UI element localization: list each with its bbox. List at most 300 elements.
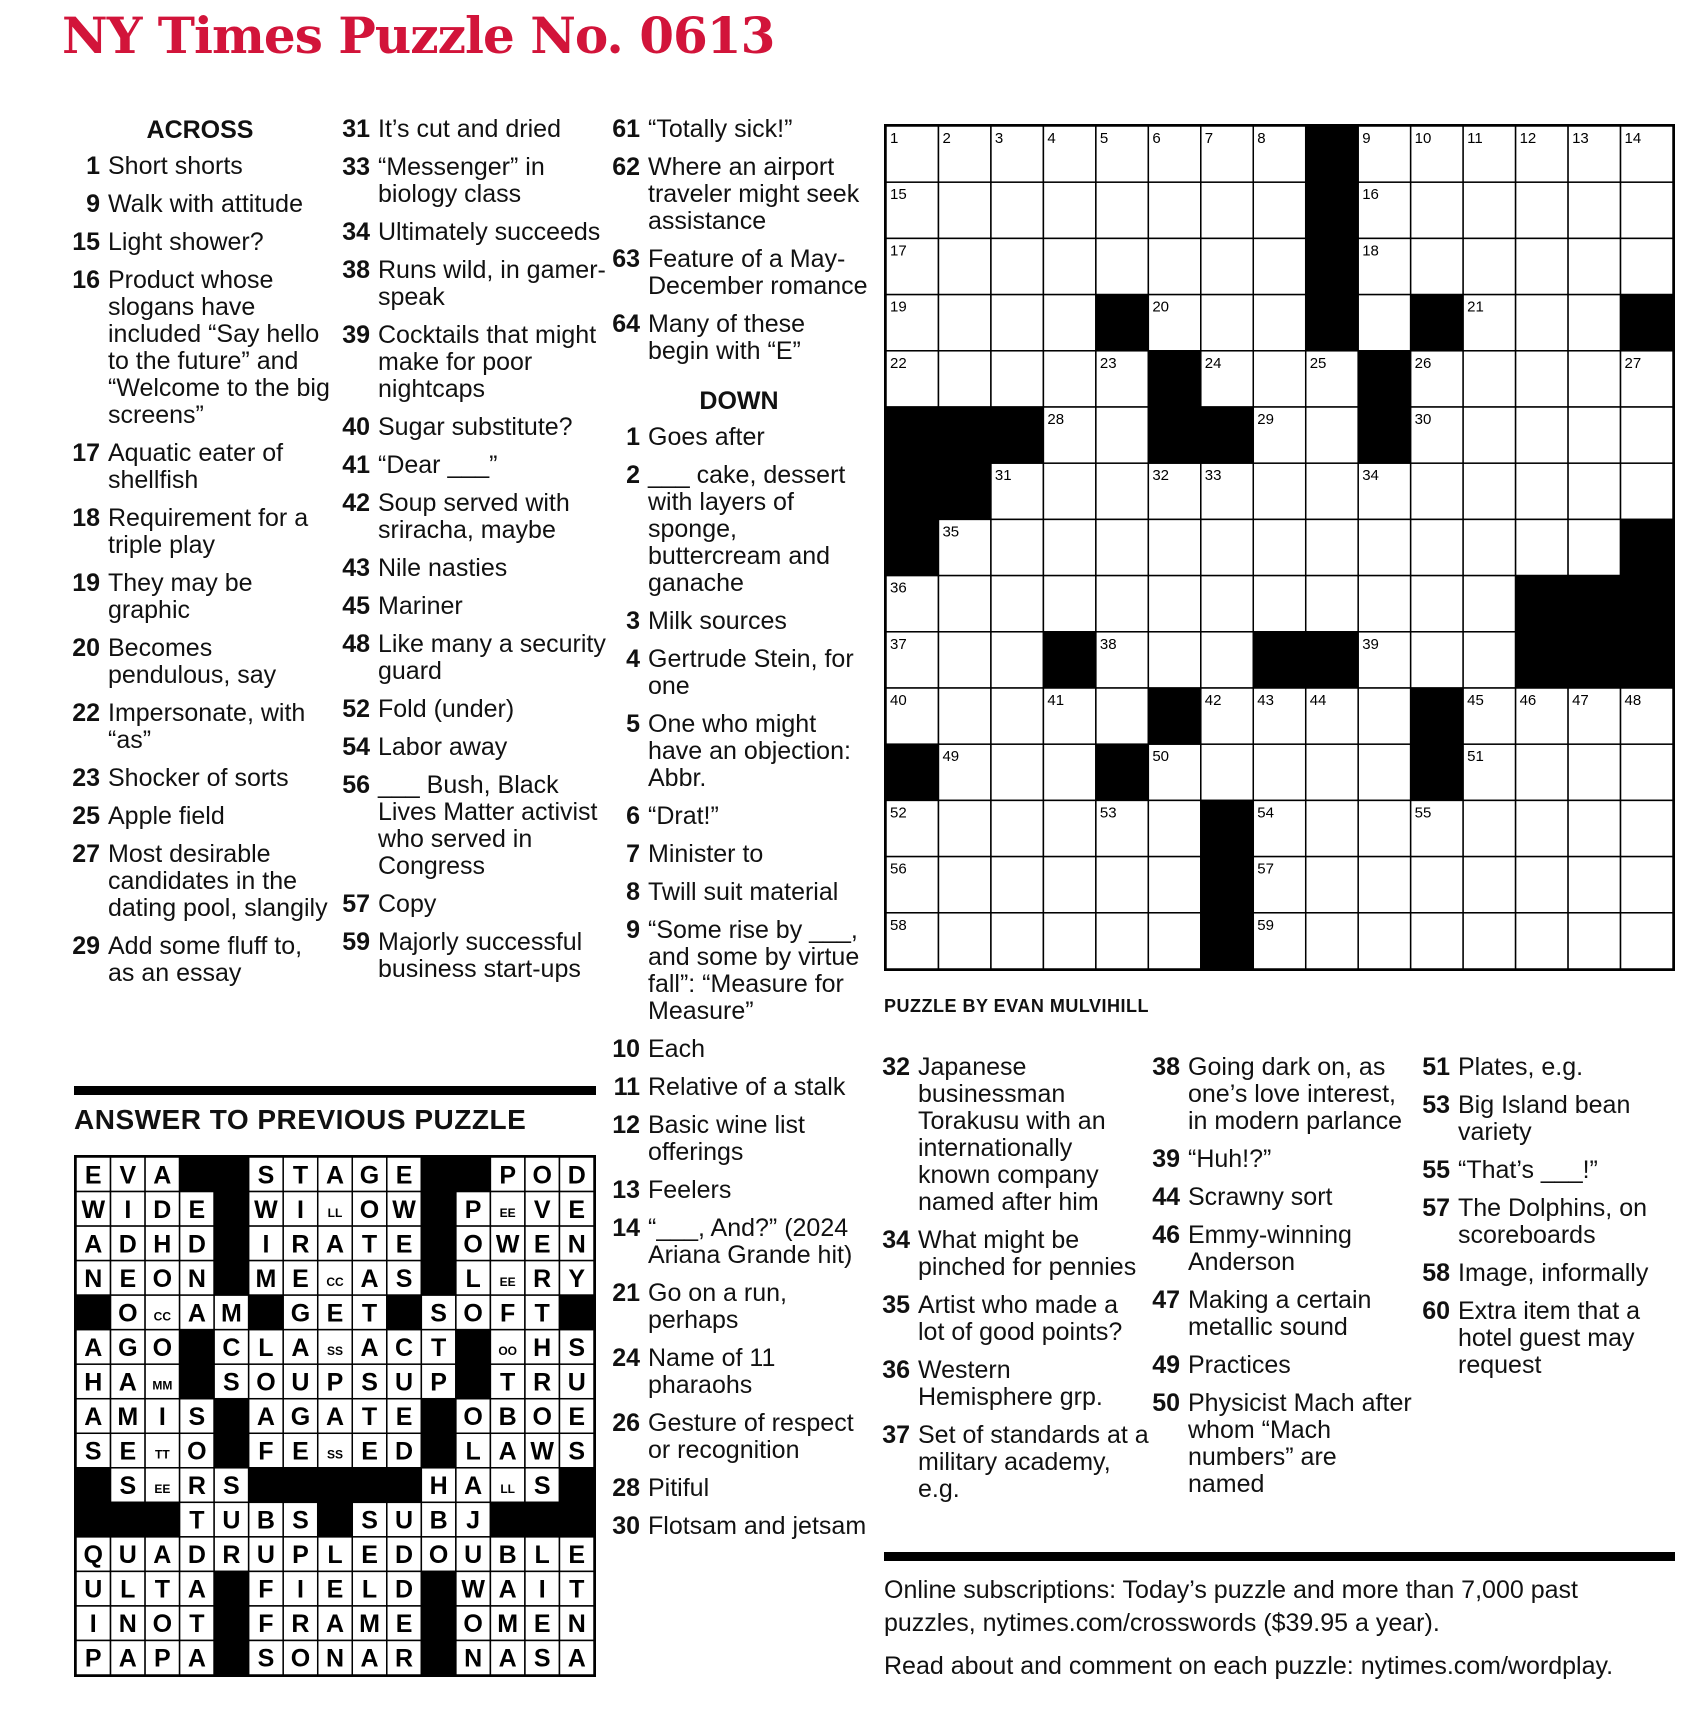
clue-item xyxy=(1150,1390,1420,1498)
grid-cell[interactable] xyxy=(1358,857,1410,913)
grid-cell[interactable] xyxy=(1516,800,1568,856)
grid-cell[interactable] xyxy=(1568,857,1620,913)
grid-cell[interactable] xyxy=(1411,857,1463,913)
cell-number: 58 xyxy=(890,916,907,934)
answer-letter: P xyxy=(153,1644,171,1673)
grid-cell[interactable] xyxy=(1621,744,1673,800)
cell-number: 48 xyxy=(1624,692,1642,709)
cell-number: 23 xyxy=(1099,354,1117,372)
clue-item xyxy=(70,505,330,559)
grid-cell[interactable] xyxy=(1568,800,1620,856)
answer-letter: A xyxy=(325,1403,345,1431)
clue-text: Becomes pendulous, say xyxy=(108,634,277,689)
answer-letter: O xyxy=(256,1368,276,1397)
answer-letter: CC xyxy=(326,1274,344,1289)
grid-cell[interactable] xyxy=(1516,238,1568,294)
across-column-2 xyxy=(340,116,608,994)
answer-letter: P xyxy=(430,1368,447,1397)
clue-text: Basic wine list offerings xyxy=(648,1111,805,1166)
clue-number: 19 xyxy=(72,569,100,597)
grid-cell[interactable] xyxy=(1568,351,1620,407)
clue-item xyxy=(1150,1184,1420,1211)
clue-number: 51 xyxy=(1422,1053,1450,1081)
grid-cell[interactable] xyxy=(991,576,1043,632)
grid-cell[interactable] xyxy=(1568,182,1620,238)
grid-cell[interactable] xyxy=(1621,407,1673,463)
answer-letter: S xyxy=(292,1506,309,1535)
answer-black-square xyxy=(456,1330,491,1365)
clue-text: One who might have an objection: Abbr. xyxy=(648,710,851,792)
answer-letter: T xyxy=(534,1299,550,1328)
answer-letter: O xyxy=(290,1644,311,1673)
grid-cell[interactable] xyxy=(1096,857,1148,913)
grid-cell[interactable] xyxy=(1411,576,1463,632)
clue-text: Name of 11 pharaohs xyxy=(648,1344,776,1399)
answer-black-square xyxy=(76,1468,111,1503)
grid-cell[interactable] xyxy=(1253,744,1305,800)
grid-cell[interactable] xyxy=(938,857,990,913)
answer-black-square xyxy=(559,1295,594,1330)
answer-letter: O xyxy=(118,1299,138,1328)
clue-number: 36 xyxy=(882,1356,910,1384)
clue-item xyxy=(880,1227,1150,1281)
grid-cell[interactable] xyxy=(1516,519,1568,575)
answer-letter: L xyxy=(465,1264,481,1293)
answer-black-square xyxy=(525,1502,560,1537)
grid-cell[interactable] xyxy=(1358,688,1410,744)
answer-letter: S xyxy=(533,1472,551,1501)
answer-letter: N xyxy=(84,1264,103,1293)
grid-cell[interactable] xyxy=(938,238,990,294)
grid-cell[interactable] xyxy=(1306,913,1358,969)
grid-cell[interactable] xyxy=(1148,913,1200,969)
answer-letter: C xyxy=(222,1333,241,1362)
grid-cell[interactable] xyxy=(1201,238,1253,294)
grid-cell[interactable] xyxy=(1096,576,1148,632)
clue-text: Light shower? xyxy=(108,228,264,256)
grid-cell[interactable] xyxy=(1148,238,1200,294)
answer-black-square xyxy=(559,1468,594,1503)
clue-number: 44 xyxy=(1152,1183,1180,1211)
grid-cell[interactable] xyxy=(1621,238,1673,294)
answer-letter: E xyxy=(395,1230,413,1259)
grid-cell[interactable] xyxy=(1358,744,1410,800)
answer-letter: E xyxy=(395,1161,413,1190)
cell-number: 12 xyxy=(1519,130,1537,147)
answer-letter: O xyxy=(152,1264,173,1293)
answer-letter: R xyxy=(187,1472,206,1501)
clue-text: Gesture of respect or recognition xyxy=(648,1409,854,1464)
answer-black-square xyxy=(490,1502,525,1537)
grid-cell[interactable] xyxy=(1043,576,1095,632)
answer-letter: E xyxy=(326,1575,344,1604)
answer-black-square xyxy=(180,1364,215,1399)
grid-cell[interactable] xyxy=(1463,800,1515,856)
cell-number: 15 xyxy=(890,186,907,204)
clue-number: 1 xyxy=(626,423,640,451)
clue-item xyxy=(70,933,330,987)
grid-cell[interactable] xyxy=(1306,744,1358,800)
grid-cell[interactable] xyxy=(1621,463,1673,519)
grid-cell[interactable] xyxy=(991,857,1043,913)
clue-number: 45 xyxy=(342,592,370,620)
clue-item xyxy=(610,1475,868,1502)
cell-number: 34 xyxy=(1362,467,1379,485)
grid-cell[interactable] xyxy=(938,913,990,969)
clue-number: 7 xyxy=(626,840,640,868)
grid-cell[interactable] xyxy=(1253,182,1305,238)
grid-cell[interactable] xyxy=(1201,295,1253,351)
clue-text: Going dark on, as one’s love interest, in modern parlance xyxy=(1188,1053,1403,1135)
grid-cell[interactable] xyxy=(1201,519,1253,575)
clue-text: Add some fluff to, as an essay xyxy=(108,932,303,987)
answer-black-square xyxy=(249,1295,284,1330)
answer-black-square xyxy=(283,1468,318,1503)
answer-letter: L xyxy=(361,1575,378,1604)
clue-text: Gertrude Stein, for one xyxy=(648,645,854,700)
across-down-column-3 xyxy=(610,116,868,1551)
clue-text: Where an airport traveler might seek assistance xyxy=(648,153,860,235)
answer-letter: F xyxy=(258,1575,274,1604)
grid-cell[interactable] xyxy=(1043,463,1095,519)
cell-number: 43 xyxy=(1257,692,1274,709)
clue-item xyxy=(610,1215,868,1269)
grid-cell[interactable] xyxy=(1463,632,1515,688)
grid-cell[interactable] xyxy=(1358,800,1410,856)
answer-black-square xyxy=(214,1606,249,1641)
grid-cell[interactable] xyxy=(938,800,990,856)
answer-letter: B xyxy=(498,1403,517,1431)
grid-cell[interactable] xyxy=(1148,519,1200,575)
clue-item xyxy=(610,1513,868,1540)
answer-black-square xyxy=(421,1261,456,1296)
answer-letter: LL xyxy=(327,1205,343,1220)
grid-cell[interactable] xyxy=(1306,800,1358,856)
grid-cell[interactable] xyxy=(1516,857,1568,913)
clue-text: Western Hemisphere grp. xyxy=(918,1356,1103,1411)
answer-letter: T xyxy=(500,1368,516,1397)
answer-letter: Q xyxy=(83,1541,103,1570)
answer-black-square xyxy=(180,1330,215,1365)
grid-cell[interactable] xyxy=(1043,182,1095,238)
clue-text: Go on a run, perhaps xyxy=(648,1279,787,1334)
clue-number: 13 xyxy=(612,1176,640,1204)
clue-item xyxy=(1150,1222,1420,1276)
grid-cell[interactable] xyxy=(991,632,1043,688)
answer-black-square xyxy=(318,1502,353,1537)
grid-cell[interactable] xyxy=(1096,463,1148,519)
answer-letter: E xyxy=(361,1541,378,1570)
answer-letter: P xyxy=(499,1161,517,1190)
answer-letter: U xyxy=(395,1368,414,1397)
clue-text: “Messenger” in biology class xyxy=(378,153,545,208)
answer-letter: I xyxy=(262,1230,270,1259)
answer-letter: S xyxy=(533,1644,551,1673)
grid-cell[interactable] xyxy=(1621,857,1673,913)
down-column-4 xyxy=(880,1054,1150,1514)
answer-black-square xyxy=(421,1433,456,1468)
answer-letter: M xyxy=(220,1299,242,1328)
cell-number: 18 xyxy=(1362,242,1379,260)
grid-cell[interactable] xyxy=(1358,519,1410,575)
grid-cell[interactable] xyxy=(1358,913,1410,969)
clue-item xyxy=(340,696,608,723)
grid-cell[interactable] xyxy=(1253,295,1305,351)
grid-cell[interactable] xyxy=(1621,182,1673,238)
clue-number: 50 xyxy=(1152,1389,1180,1417)
clue-text: ___ Bush, Black Lives Matter activist who served in Congress xyxy=(378,771,598,880)
grid-cell[interactable] xyxy=(1411,238,1463,294)
grid-cell[interactable] xyxy=(938,295,990,351)
answer-letter: U xyxy=(256,1541,275,1570)
grid-cell[interactable] xyxy=(991,238,1043,294)
grid-cell[interactable] xyxy=(1463,238,1515,294)
grid-cell[interactable] xyxy=(1463,463,1515,519)
grid-cell[interactable] xyxy=(1096,688,1148,744)
grid-cell[interactable] xyxy=(991,519,1043,575)
cell-number: 10 xyxy=(1414,130,1432,147)
clue-number: 54 xyxy=(342,733,370,761)
grid-cell[interactable] xyxy=(1201,744,1253,800)
answer-letter: E xyxy=(533,1610,551,1639)
answer-letter: A xyxy=(153,1161,172,1190)
grid-cell[interactable] xyxy=(1463,857,1515,913)
grid-cell[interactable] xyxy=(1096,913,1148,969)
grid-cell[interactable] xyxy=(1306,407,1358,463)
grid-cell[interactable] xyxy=(938,351,990,407)
grid-cell[interactable] xyxy=(1621,800,1673,856)
clue-text: Product whose slogans have included “Say hello to the future” and “Welcome to the big screens” xyxy=(108,266,330,429)
grid-cell[interactable] xyxy=(1043,857,1095,913)
grid-cell[interactable] xyxy=(1043,519,1095,575)
clue-item xyxy=(340,929,608,983)
clue-item xyxy=(70,635,330,689)
clue-number: 25 xyxy=(72,802,100,830)
grid-cell[interactable] xyxy=(1043,800,1095,856)
grid-cell[interactable] xyxy=(991,800,1043,856)
black-square xyxy=(991,407,1043,463)
cell-number: 19 xyxy=(890,298,907,316)
grid-cell[interactable] xyxy=(1043,295,1095,351)
grid-cell[interactable] xyxy=(1306,576,1358,632)
grid-cell[interactable] xyxy=(1148,857,1200,913)
black-square xyxy=(1568,576,1620,632)
grid-cell[interactable] xyxy=(1096,182,1148,238)
cell-number: 51 xyxy=(1467,748,1484,766)
crossword-grid[interactable] xyxy=(884,124,1675,971)
down-header: DOWN xyxy=(699,387,779,415)
grid-cell[interactable] xyxy=(991,295,1043,351)
cell-number: 36 xyxy=(890,579,907,597)
grid-cell[interactable] xyxy=(1568,238,1620,294)
grid-cell[interactable] xyxy=(1043,238,1095,294)
grid-cell[interactable] xyxy=(1516,463,1568,519)
clue-item xyxy=(1150,1146,1420,1173)
answer-letter: E xyxy=(568,1403,586,1431)
answer-letter: B xyxy=(429,1506,448,1535)
answer-letter: T xyxy=(430,1333,447,1362)
grid-cell[interactable] xyxy=(1463,519,1515,575)
cell-number: 17 xyxy=(890,242,907,260)
clue-text: “That’s ___!” xyxy=(1458,1156,1598,1184)
grid-cell[interactable] xyxy=(1096,519,1148,575)
grid-cell[interactable] xyxy=(1253,238,1305,294)
cell-number: 11 xyxy=(1467,130,1483,147)
clue-number: 62 xyxy=(612,153,640,181)
grid-cell[interactable] xyxy=(1516,744,1568,800)
grid-cell[interactable] xyxy=(1201,182,1253,238)
grid-cell[interactable] xyxy=(1358,295,1410,351)
answer-letter: S xyxy=(361,1506,378,1535)
grid-cell[interactable] xyxy=(1096,238,1148,294)
clue-item xyxy=(340,555,608,582)
grid-cell[interactable] xyxy=(1411,632,1463,688)
grid-cell[interactable] xyxy=(1043,913,1095,969)
across-column-1 xyxy=(70,116,330,998)
grid-cell[interactable] xyxy=(1148,576,1200,632)
grid-cell[interactable] xyxy=(1253,576,1305,632)
grid-cell[interactable] xyxy=(1253,351,1305,407)
grid-cell[interactable] xyxy=(991,351,1043,407)
black-square xyxy=(1096,744,1148,800)
answer-letter: D xyxy=(153,1195,172,1224)
grid-cell[interactable] xyxy=(1463,576,1515,632)
grid-cell[interactable] xyxy=(991,182,1043,238)
answer-black-square xyxy=(421,1226,456,1261)
clue-list xyxy=(70,153,330,987)
grid-cell[interactable] xyxy=(1568,519,1620,575)
clue-text: Requirement for a triple play xyxy=(108,504,309,559)
answer-letter: S xyxy=(568,1437,586,1466)
cell-number: 4 xyxy=(1047,130,1056,147)
answer-letter: LL xyxy=(500,1482,516,1497)
grid-cell[interactable] xyxy=(938,688,990,744)
grid-cell[interactable] xyxy=(1201,632,1253,688)
black-square xyxy=(1621,519,1673,575)
answer-letter: H xyxy=(84,1368,103,1397)
answer-letter: SS xyxy=(326,1343,344,1358)
answer-black-square xyxy=(214,1399,249,1434)
grid-cell[interactable] xyxy=(1043,744,1095,800)
grid-cell[interactable] xyxy=(1306,519,1358,575)
grid-cell[interactable] xyxy=(1568,407,1620,463)
answer-letter: G xyxy=(118,1333,138,1362)
answer-letter: O xyxy=(359,1195,380,1224)
answer-letter: N xyxy=(567,1610,586,1639)
clue-number: 12 xyxy=(612,1111,640,1139)
grid-cell[interactable] xyxy=(1096,407,1148,463)
grid-cell[interactable] xyxy=(991,688,1043,744)
grid-cell[interactable] xyxy=(991,744,1043,800)
answer-letter: E xyxy=(533,1230,551,1259)
grid-cell[interactable] xyxy=(1306,463,1358,519)
clue-item xyxy=(610,1345,868,1399)
grid-cell[interactable] xyxy=(1516,351,1568,407)
clue-number: 35 xyxy=(882,1291,910,1319)
grid-cell[interactable] xyxy=(1568,913,1620,969)
clue-text: Plates, e.g. xyxy=(1458,1053,1584,1081)
clue-text: Many of these begin with “E” xyxy=(648,310,806,365)
clue-number: 16 xyxy=(72,266,100,294)
grid-cell[interactable] xyxy=(1516,913,1568,969)
answer-letter: O xyxy=(463,1230,483,1259)
answer-black-square xyxy=(387,1468,422,1503)
answer-letter: H xyxy=(429,1472,448,1501)
clue-text: Minister to xyxy=(648,840,764,868)
answer-letter: N xyxy=(567,1230,586,1259)
grid-cell[interactable] xyxy=(938,182,990,238)
grid-cell[interactable] xyxy=(1463,351,1515,407)
black-square xyxy=(886,463,938,519)
answer-letter: E xyxy=(292,1437,309,1466)
answer-letter: M xyxy=(255,1264,277,1293)
grid-cell[interactable] xyxy=(1358,576,1410,632)
clue-number: 56 xyxy=(342,771,370,799)
clue-number: 4 xyxy=(626,645,640,673)
clue-number: 33 xyxy=(342,153,370,181)
grid-cell[interactable] xyxy=(1253,519,1305,575)
clue-text: Extra item that a hotel guest may request xyxy=(1458,1297,1641,1379)
answer-letter: S xyxy=(223,1368,240,1397)
clue-item xyxy=(1150,1352,1420,1379)
clue-number: 11 xyxy=(613,1073,640,1101)
answer-letter: A xyxy=(84,1230,103,1259)
answer-letter: M xyxy=(117,1403,139,1431)
black-square xyxy=(1411,295,1463,351)
grid-cell[interactable] xyxy=(1568,744,1620,800)
answer-letter: A xyxy=(187,1575,206,1604)
grid-cell[interactable] xyxy=(1516,182,1568,238)
clue-item xyxy=(340,257,608,311)
answer-black-square xyxy=(214,1433,249,1468)
clue-text: Like many a security guard xyxy=(378,630,606,685)
grid-cell[interactable] xyxy=(938,632,990,688)
grid-cell[interactable] xyxy=(1411,913,1463,969)
grid-cell[interactable] xyxy=(1463,913,1515,969)
grid-cell[interactable] xyxy=(1043,351,1095,407)
grid-cell[interactable] xyxy=(938,576,990,632)
grid-cell[interactable] xyxy=(1516,295,1568,351)
answer-letter: O xyxy=(532,1161,552,1190)
grid-cell[interactable] xyxy=(1411,519,1463,575)
grid-cell[interactable] xyxy=(1411,182,1463,238)
grid-cell[interactable] xyxy=(1463,182,1515,238)
grid-cell[interactable] xyxy=(1148,800,1200,856)
grid-cell[interactable] xyxy=(1148,182,1200,238)
answer-letter: A xyxy=(118,1644,137,1673)
grid-cell[interactable] xyxy=(1568,295,1620,351)
grid-cell[interactable] xyxy=(1463,407,1515,463)
cell-number: 35 xyxy=(942,523,960,541)
answer-letter: W xyxy=(392,1195,416,1224)
cell-number: 59 xyxy=(1257,916,1274,934)
clue-item xyxy=(70,229,330,256)
grid-cell[interactable] xyxy=(1201,576,1253,632)
clue-text: Walk with attitude xyxy=(108,190,303,218)
answer-black-square xyxy=(214,1157,249,1192)
answer-letter: F xyxy=(258,1437,274,1466)
grid-cell[interactable] xyxy=(991,913,1043,969)
grid-cell[interactable] xyxy=(1621,913,1673,969)
cell-number: 39 xyxy=(1362,635,1379,653)
grid-cell[interactable] xyxy=(1568,463,1620,519)
grid-cell[interactable] xyxy=(1411,463,1463,519)
grid-cell[interactable] xyxy=(1148,632,1200,688)
grid-cell[interactable] xyxy=(1306,857,1358,913)
grid-cell[interactable] xyxy=(1253,463,1305,519)
grid-cell[interactable] xyxy=(1516,407,1568,463)
answer-letter: S xyxy=(257,1644,275,1673)
